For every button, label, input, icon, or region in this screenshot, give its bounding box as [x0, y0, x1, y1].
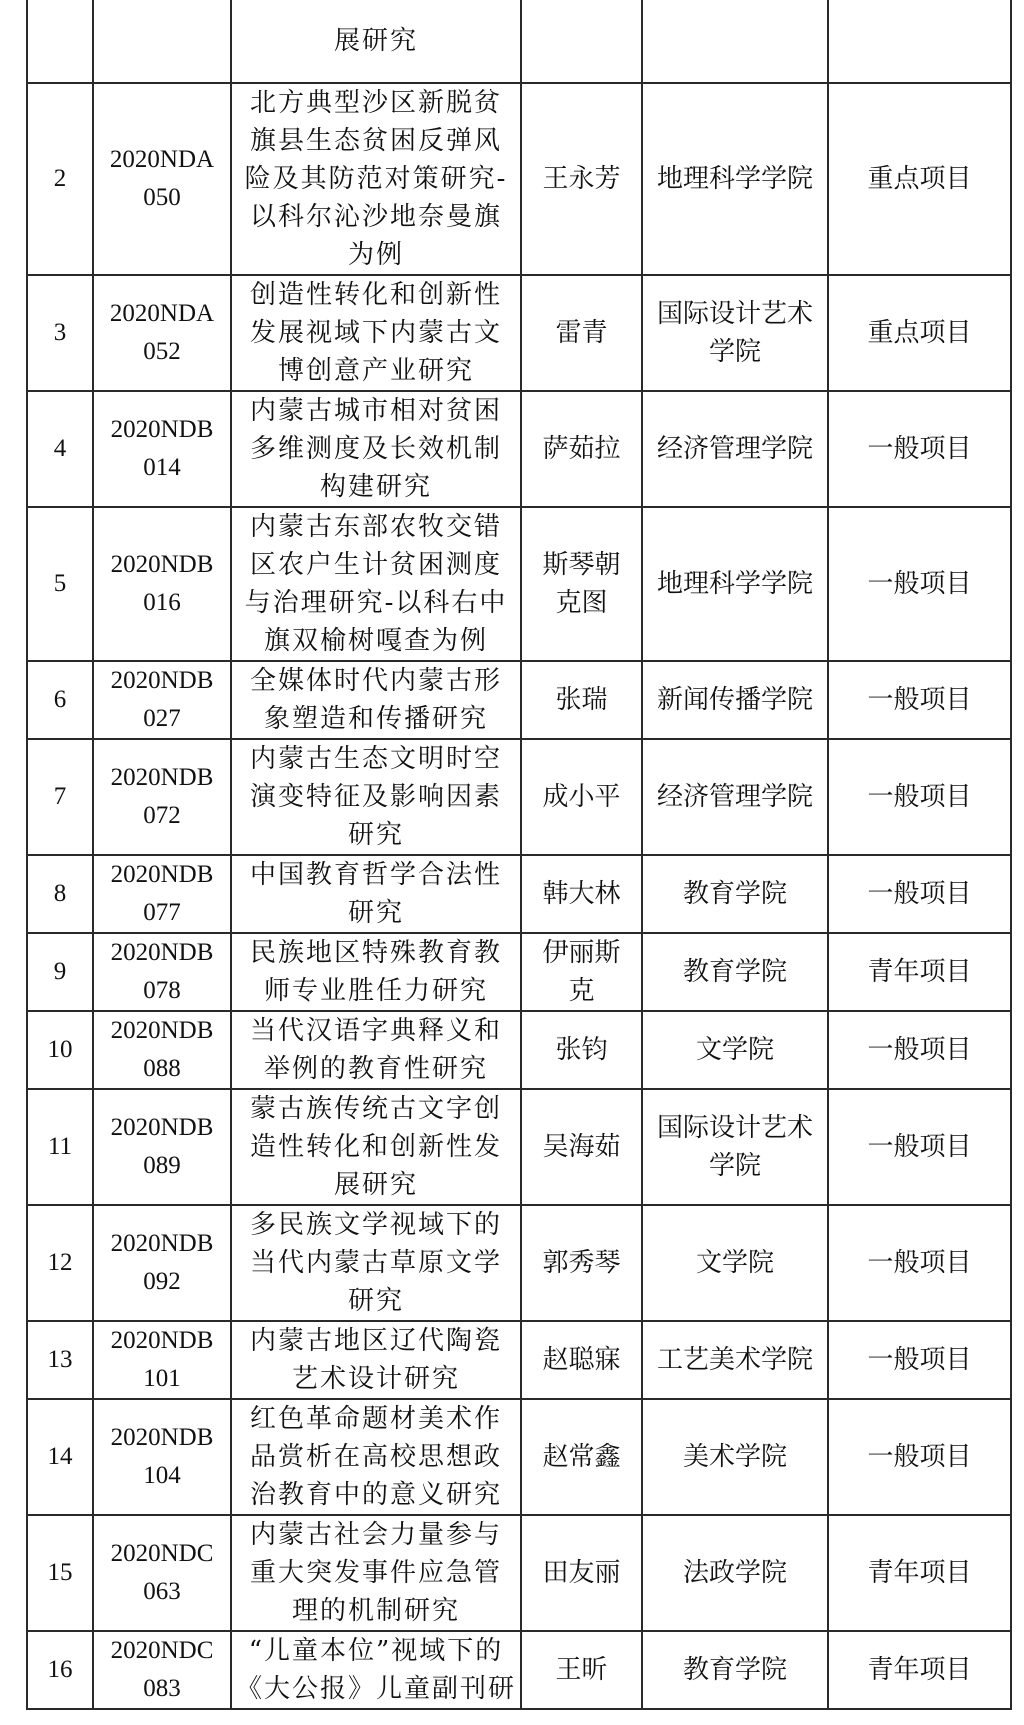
row-number-cell: 13: [27, 1321, 93, 1399]
table-row: [27, 1515, 1011, 1631]
project-code-cell: [93, 1515, 231, 1631]
row-number-cell: 14: [27, 1399, 93, 1515]
college-cell: [642, 1205, 828, 1321]
project-title-cell-line: 内蒙古城市相对贫困: [249, 396, 502, 426]
project-leader-cell-line: 克图: [555, 588, 608, 618]
project-title-cell-line: 多维测度及长效机制: [249, 434, 502, 464]
project-title-cell-line: 理的机制研究: [291, 1596, 460, 1626]
table-row: [27, 1399, 1011, 1515]
project-title-cell-line: 当代内蒙古草原文学: [249, 1248, 502, 1278]
college-cell: [642, 1011, 828, 1089]
project-code-cell: [93, 275, 231, 391]
row-number-cell: 4: [27, 391, 93, 507]
project-title-cell: [231, 83, 521, 275]
project-title-cell: [231, 1631, 521, 1709]
project-title-cell: [231, 1089, 521, 1205]
project-title-cell-line: 《大公报》儿童副刊研: [235, 1674, 516, 1704]
row-number-cell: 16: [27, 1631, 93, 1709]
project-leader-cell: [521, 1631, 642, 1709]
project-title-cell: [231, 1399, 521, 1515]
project-title-cell: [231, 391, 521, 507]
project-title-cell-line: 研究: [347, 898, 404, 928]
row-number-cell: 9: [27, 933, 93, 1011]
project-title-cell-line: 内蒙古生态文明时空: [249, 744, 502, 774]
table-row: [27, 83, 1011, 275]
project-title-cell: [231, 739, 521, 855]
project-code-cell-line: 052: [143, 338, 181, 365]
project-code-cell-line: 2020NDB: [110, 1230, 214, 1257]
project-title-cell-line: 旗县生态贫困反弹风: [249, 126, 502, 156]
project-code-cell-line: 2020NDB: [110, 416, 214, 443]
row-number-cell: 11: [27, 1089, 93, 1205]
row-number-cell: 5: [27, 507, 93, 661]
project-title-cell-line: 重大突发事件应急管: [249, 1558, 502, 1588]
project-code-cell-line: 063: [143, 1578, 181, 1605]
table-row: [27, 507, 1011, 661]
project-type-cell: 青年项目: [828, 1631, 1011, 1709]
table-row: [27, 1631, 1011, 1709]
row-number-cell: 10: [27, 1011, 93, 1089]
project-table: [26, 0, 1012, 1710]
project-title-cell-line: 内蒙古东部农牧交错: [249, 512, 502, 542]
project-title-cell-line: 内蒙古社会力量参与: [249, 1520, 502, 1550]
project-code-cell: [93, 1399, 231, 1515]
project-type-cell: 一般项目: [828, 1399, 1011, 1515]
project-code-cell: [93, 1631, 231, 1709]
project-type-cell: 一般项目: [828, 507, 1011, 661]
project-title-cell-line: 蒙古族传统古文字创: [249, 1094, 502, 1124]
project-leader-cell-line: 斯琴朝: [542, 550, 621, 580]
college-cell-line: 教育学院: [682, 879, 787, 909]
college-cell-line: 文学院: [695, 1248, 774, 1278]
college-cell: [642, 661, 828, 739]
project-title-cell-line: 展研究: [333, 1170, 418, 1200]
project-title-cell-line: 研究: [347, 1286, 404, 1316]
table-row: [27, 0, 1011, 83]
project-title-cell: [231, 1515, 521, 1631]
college-cell: [642, 1515, 828, 1631]
project-leader-cell: [521, 83, 642, 275]
project-title-cell-line: 研究: [347, 820, 404, 850]
project-type-cell: 一般项目: [828, 1011, 1011, 1089]
project-code-cell: [93, 507, 231, 661]
row-number-cell: 12: [27, 1205, 93, 1321]
project-title-cell-line: 为例: [347, 240, 404, 270]
row-number-cell: 2: [27, 83, 93, 275]
project-code-cell: [93, 855, 231, 933]
project-type-cell: 一般项目: [828, 1321, 1011, 1399]
project-leader-cell-line: 成小平: [542, 782, 621, 812]
project-title-cell-line: 治教育中的意义研究: [249, 1480, 502, 1510]
project-title-cell-line: “儿童本位”视域下的: [248, 1636, 504, 1666]
project-code-cell: [93, 1205, 231, 1321]
college-cell-line: 教育学院: [682, 1655, 787, 1685]
project-title-cell: [231, 855, 521, 933]
project-leader-cell-line: 张钧: [555, 1035, 608, 1065]
project-code-cell-line: 101: [143, 1365, 181, 1392]
project-title-cell-line: 与治理研究-以科右中: [244, 588, 508, 618]
project-leader-cell: [521, 1205, 642, 1321]
project-leader-cell-line: 克: [568, 976, 595, 1006]
project-leader-cell-line: 吴海茹: [542, 1132, 621, 1162]
project-title-cell-line: 构建研究: [319, 472, 432, 502]
project-code-cell-line: 089: [143, 1152, 181, 1179]
project-code-cell-line: 027: [143, 705, 181, 732]
project-title-cell: [231, 1011, 521, 1089]
project-title-cell-line: 全媒体时代内蒙古形: [249, 666, 502, 696]
college-cell: [642, 507, 828, 661]
college-cell-line: 工艺美术学院: [656, 1345, 813, 1375]
college-cell-line: 国际设计艺术: [656, 1113, 813, 1143]
project-type-cell: 重点项目: [828, 275, 1011, 391]
row-number-cell: 3: [27, 275, 93, 391]
project-title-cell: [231, 1205, 521, 1321]
row-number-cell: 7: [27, 739, 93, 855]
project-code-cell: [93, 661, 231, 739]
project-title-cell-line: 象塑造和传播研究: [263, 704, 488, 734]
project-leader-cell: [521, 507, 642, 661]
project-leader-cell: [521, 661, 642, 739]
college-cell-line: 学院: [708, 1151, 761, 1181]
college-cell: [642, 933, 828, 1011]
project-leader-cell-line: 伊丽斯: [542, 938, 621, 968]
project-leader-cell-line: 赵聪寐: [542, 1345, 621, 1375]
project-title-cell-line: 北方典型沙区新脱贫: [249, 88, 502, 118]
project-code-cell-line: 2020NDB: [110, 861, 214, 888]
college-cell-line: 地理科学学院: [656, 569, 813, 599]
project-title-cell-line: 当代汉语字典释义和: [249, 1016, 502, 1046]
row-number-cell: 15: [27, 1515, 93, 1631]
college-cell-line: 国际设计艺术: [656, 299, 813, 329]
project-type-cell: 一般项目: [828, 1205, 1011, 1321]
project-leader-cell-line: 雷青: [555, 318, 608, 348]
table-row: [27, 661, 1011, 739]
project-code-cell-line: 016: [143, 589, 181, 616]
table-row: [27, 1321, 1011, 1399]
project-title-cell: [231, 507, 521, 661]
college-cell-line: 经济管理学院: [656, 434, 813, 464]
project-code-cell: [93, 1321, 231, 1399]
project-title-cell-line: 艺术设计研究: [291, 1364, 460, 1394]
row-number-cell: 6: [27, 661, 93, 739]
project-leader-cell: [521, 275, 642, 391]
project-code-cell-line: 2020NDB: [110, 1017, 214, 1044]
project-code-cell: [93, 739, 231, 855]
project-code-cell: [93, 0, 231, 83]
project-title-cell-line: 博创意产业研究: [277, 356, 474, 386]
college-cell: [642, 0, 828, 83]
project-leader-cell: [521, 1089, 642, 1205]
project-title-cell-line: 中国教育哲学合法性: [249, 860, 502, 890]
project-table-body: [27, 0, 1011, 1709]
college-cell-line: 经济管理学院: [656, 782, 813, 812]
project-leader-cell: [521, 1321, 642, 1399]
college-cell: [642, 1631, 828, 1709]
project-title-cell: [231, 275, 521, 391]
row-number-cell: 8: [27, 855, 93, 933]
project-leader-cell-line: 萨茹拉: [542, 434, 621, 464]
project-code-cell-line: 2020NDB: [110, 1327, 214, 1354]
project-leader-cell: [521, 739, 642, 855]
project-leader-cell-line: 赵常鑫: [542, 1442, 621, 1472]
project-type-cell: 一般项目: [828, 391, 1011, 507]
project-leader-cell-line: 田友丽: [542, 1558, 621, 1588]
table-row: [27, 391, 1011, 507]
project-leader-cell: [521, 1011, 642, 1089]
project-code-cell-line: 077: [143, 899, 181, 926]
college-cell: [642, 1089, 828, 1205]
project-code-cell-line: 2020NDA: [109, 146, 215, 173]
table-row: [27, 933, 1011, 1011]
project-title-cell-line: 举例的教育性研究: [263, 1054, 488, 1084]
project-code-cell-line: 078: [143, 977, 181, 1004]
row-number-cell: [27, 0, 93, 83]
project-title-cell-line: 红色革命题材美术作: [249, 1404, 502, 1434]
college-cell: [642, 855, 828, 933]
project-title-cell-line: 创造性转化和创新性: [249, 280, 502, 310]
project-type-cell: 青年项目: [828, 1515, 1011, 1631]
project-code-cell-line: 088: [143, 1055, 181, 1082]
project-title-cell-line: 民族地区特殊教育教: [249, 938, 502, 968]
project-code-cell-line: 050: [143, 184, 181, 211]
project-code-cell-line: 092: [143, 1268, 181, 1295]
project-type-cell: 一般项目: [828, 855, 1011, 933]
project-title-cell-line: 内蒙古地区辽代陶瓷: [249, 1326, 502, 1356]
project-leader-cell: [521, 1399, 642, 1515]
project-type-cell: 青年项目: [828, 933, 1011, 1011]
college-cell: [642, 739, 828, 855]
project-code-cell: [93, 933, 231, 1011]
project-title-cell-line: 旗双榆树嘎查为例: [263, 626, 488, 656]
project-title-cell-line: 发展视域下内蒙古文: [249, 318, 502, 348]
college-cell: [642, 83, 828, 275]
table-row: [27, 1089, 1011, 1205]
project-title-cell-line: 多民族文学视域下的: [249, 1210, 502, 1240]
project-code-cell-line: 2020NDB: [110, 1114, 214, 1141]
project-type-cell: 重点项目: [828, 83, 1011, 275]
college-cell: [642, 1321, 828, 1399]
table-row: [27, 739, 1011, 855]
project-leader-cell: [521, 933, 642, 1011]
table-row: [27, 1205, 1011, 1321]
project-code-cell: [93, 83, 231, 275]
project-code-cell-line: 2020NDC: [110, 1637, 214, 1664]
project-leader-cell: [521, 855, 642, 933]
project-leader-cell-line: 王昕: [555, 1655, 608, 1685]
college-cell-line: 法政学院: [682, 1558, 787, 1588]
project-type-cell: 一般项目: [828, 661, 1011, 739]
project-leader-cell-line: 张瑞: [555, 685, 608, 715]
project-leader-cell-line: 郭秀琴: [542, 1248, 621, 1278]
college-cell-line: 新闻传播学院: [656, 685, 813, 715]
project-code-cell-line: 083: [143, 1675, 181, 1702]
project-type-cell: 一般项目: [828, 739, 1011, 855]
project-code-cell-line: 2020NDB: [110, 551, 214, 578]
project-code-cell-line: 2020NDB: [110, 764, 214, 791]
project-title-cell-line: 展研究: [333, 25, 418, 56]
college-cell: [642, 1399, 828, 1515]
project-type-cell: [828, 0, 1011, 83]
project-title-cell-line: 区农户生计贫困测度: [249, 550, 502, 580]
project-code-cell-line: 104: [143, 1462, 181, 1489]
project-title-cell-line: 品赏析在高校思想政: [249, 1442, 502, 1472]
project-title-cell-line: 险及其防范对策研究-: [244, 164, 508, 194]
table-row: [27, 855, 1011, 933]
project-leader-cell-line: 韩大林: [542, 879, 621, 909]
project-leader-cell: [521, 1515, 642, 1631]
college-cell-line: 学院: [708, 337, 761, 367]
project-code-cell-line: 2020NDA: [109, 300, 215, 327]
project-title-cell: [231, 661, 521, 739]
project-leader-cell: [521, 391, 642, 507]
college-cell: [642, 391, 828, 507]
project-leader-cell-line: 王永芳: [542, 164, 621, 194]
project-title-cell-line: 以科尔沁沙地奈曼旗: [249, 202, 502, 232]
project-leader-cell: [521, 0, 642, 83]
college-cell-line: 教育学院: [682, 957, 787, 987]
college-cell-line: 美术学院: [682, 1442, 787, 1472]
project-title-cell: [231, 0, 521, 83]
college-cell: [642, 275, 828, 391]
college-cell-line: 文学院: [695, 1035, 774, 1065]
project-title-cell-line: 师专业胜任力研究: [263, 976, 488, 1006]
project-code-cell-line: 072: [143, 802, 181, 829]
project-code-cell-line: 2020NDB: [110, 667, 214, 694]
project-code-cell-line: 2020NDB: [110, 939, 214, 966]
table-row: [27, 1011, 1011, 1089]
table-row: [27, 275, 1011, 391]
college-cell-line: 地理科学学院: [656, 164, 813, 194]
project-code-cell-line: 2020NDC: [110, 1540, 214, 1567]
project-code-cell: [93, 391, 231, 507]
project-title-cell-line: 造性转化和创新性发: [249, 1132, 502, 1162]
project-type-cell: 一般项目: [828, 1089, 1011, 1205]
project-title-cell: [231, 1321, 521, 1399]
project-title-cell: [231, 933, 521, 1011]
project-code-cell: [93, 1089, 231, 1205]
project-code-cell: [93, 1011, 231, 1089]
project-title-cell-line: 演变特征及影响因素: [249, 782, 502, 812]
project-code-cell-line: 2020NDB: [110, 1424, 214, 1451]
project-code-cell-line: 014: [143, 454, 181, 481]
